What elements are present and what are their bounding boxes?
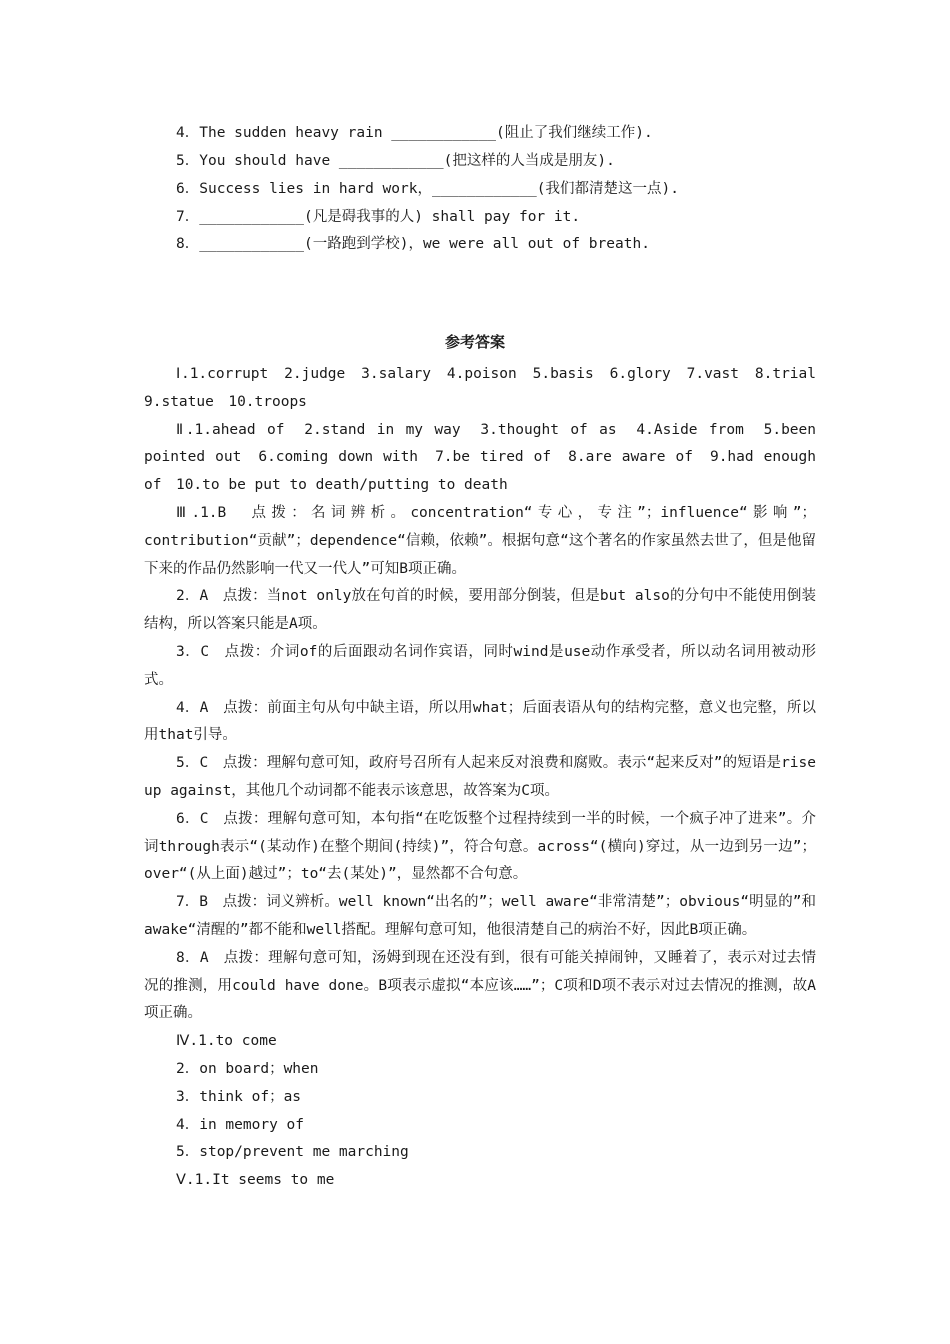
answer-part-3-item-2: 2．A 点拨：当not only放在句首的时候，要用部分倒装，但是but also的分句中不能使用倒装结构，所以答案只能是A项。 xyxy=(144,588,816,633)
exercise-line-5: 5．You should have ____________(把这样的人当成是朋友). xyxy=(176,153,615,169)
answer-part-3-item-1: Ⅲ.1.B 点拨：名词辨析。concentration“专心，专注”；influence“影响”；contribution“贡献”；dependence“信赖，依赖”。根据句意“这个著名的作家虽然去世了，但是他留下来的作品仍然影响一代又一代人”可知B项正确。 xyxy=(144,504,816,577)
answer-part-4-item-2: 2．on board；when xyxy=(176,1060,319,1077)
answer-part-4-item-5: 5．stop/prevent me marching xyxy=(176,1144,409,1161)
exercise-line-7: 7．____________(凡是碍我事的人) shall pay for it. xyxy=(176,209,581,225)
exercise-line-8: 8．____________(一路跑到学校)，we were all out of breath. xyxy=(176,236,650,252)
answer-part-3-item-7: 7．B 点拨：词义辨析。well known“出名的”；well aware“非常清楚”；obvious“明显的”和awake“清醒的”都不能和well搭配。理解句意可知，他很清楚自己的病治不好，因此B项正确。 xyxy=(144,894,816,938)
answer-part-3-item-6: 6．C 点拨：理解句意可知，本句指“在吃饭整个过程持续到一半的时候，一个疯子冲了进来”。介词through表示“(某动作)在整个期间(持续)”，符合句意。across“(横向)穿过，从一边到另一边”；over“(从上面)越过”；to“去(某处)”，显然都不合句意。 xyxy=(144,810,816,883)
answer-part-4-item-3: 3．think of；as xyxy=(176,1088,302,1105)
answer-part-3-item-4: 4．A 点拨：前面主句从句中缺主语，所以用what；后面表语从句的结构完整，意义也完整，所以用that引导。 xyxy=(144,699,816,744)
answer-part-4-item-1: Ⅳ.1.to come xyxy=(176,1033,277,1050)
exercise-line-4: 4．The sudden heavy rain ____________(阻止了我们继续工作). xyxy=(176,125,653,141)
answer-part-3-item-5: 5．C 点拨：理解句意可知，政府号召所有人起来反对浪费和腐败。表示“起来反对”的短语是rise up against，其他几个动词都不能表示该意思，故答案为C项。 xyxy=(144,755,816,799)
answer-part-4-item-4: 4．in memory of xyxy=(176,1116,304,1133)
answer-part-1: Ⅰ.1.corrupt 2.judge 3.salary 4.poison 5.basis 6.glory 7.vast 8.trial 9.statue 10.troops xyxy=(144,366,831,410)
answer-part-3-item-3: 3．C 点拨：介词of的后面跟动名词作宾语，同时wind是use动作承受者，所以动名词用被动形式。 xyxy=(144,643,816,688)
answers-section xyxy=(144,361,831,1195)
answer-part-3-item-8: 8．A 点拨：理解句意可知，汤姆到现在还没有到，很有可能关掉闹钟，又睡着了，表示对过去情况的推测，用could have done。B项表示虚拟“本应该……”；C项和D项不表示对过去情况的推测，故A项正确。 xyxy=(144,949,816,1022)
answers-title: 参考答案 xyxy=(444,333,505,351)
answer-part-2: Ⅱ.1.ahead of 2.stand in my way 3.thought of as 4.Aside from 5.been pointed out 6.coming down with 7.be tired of 8.are aware of 9.had enough of 10.to be put to death/putting to death xyxy=(144,421,816,494)
exercise-line-6: 6．Success lies in hard work，____________(我们都清楚这一点). xyxy=(176,181,679,197)
answer-part-5-item-1: Ⅴ.1.It seems to me xyxy=(176,1172,335,1189)
